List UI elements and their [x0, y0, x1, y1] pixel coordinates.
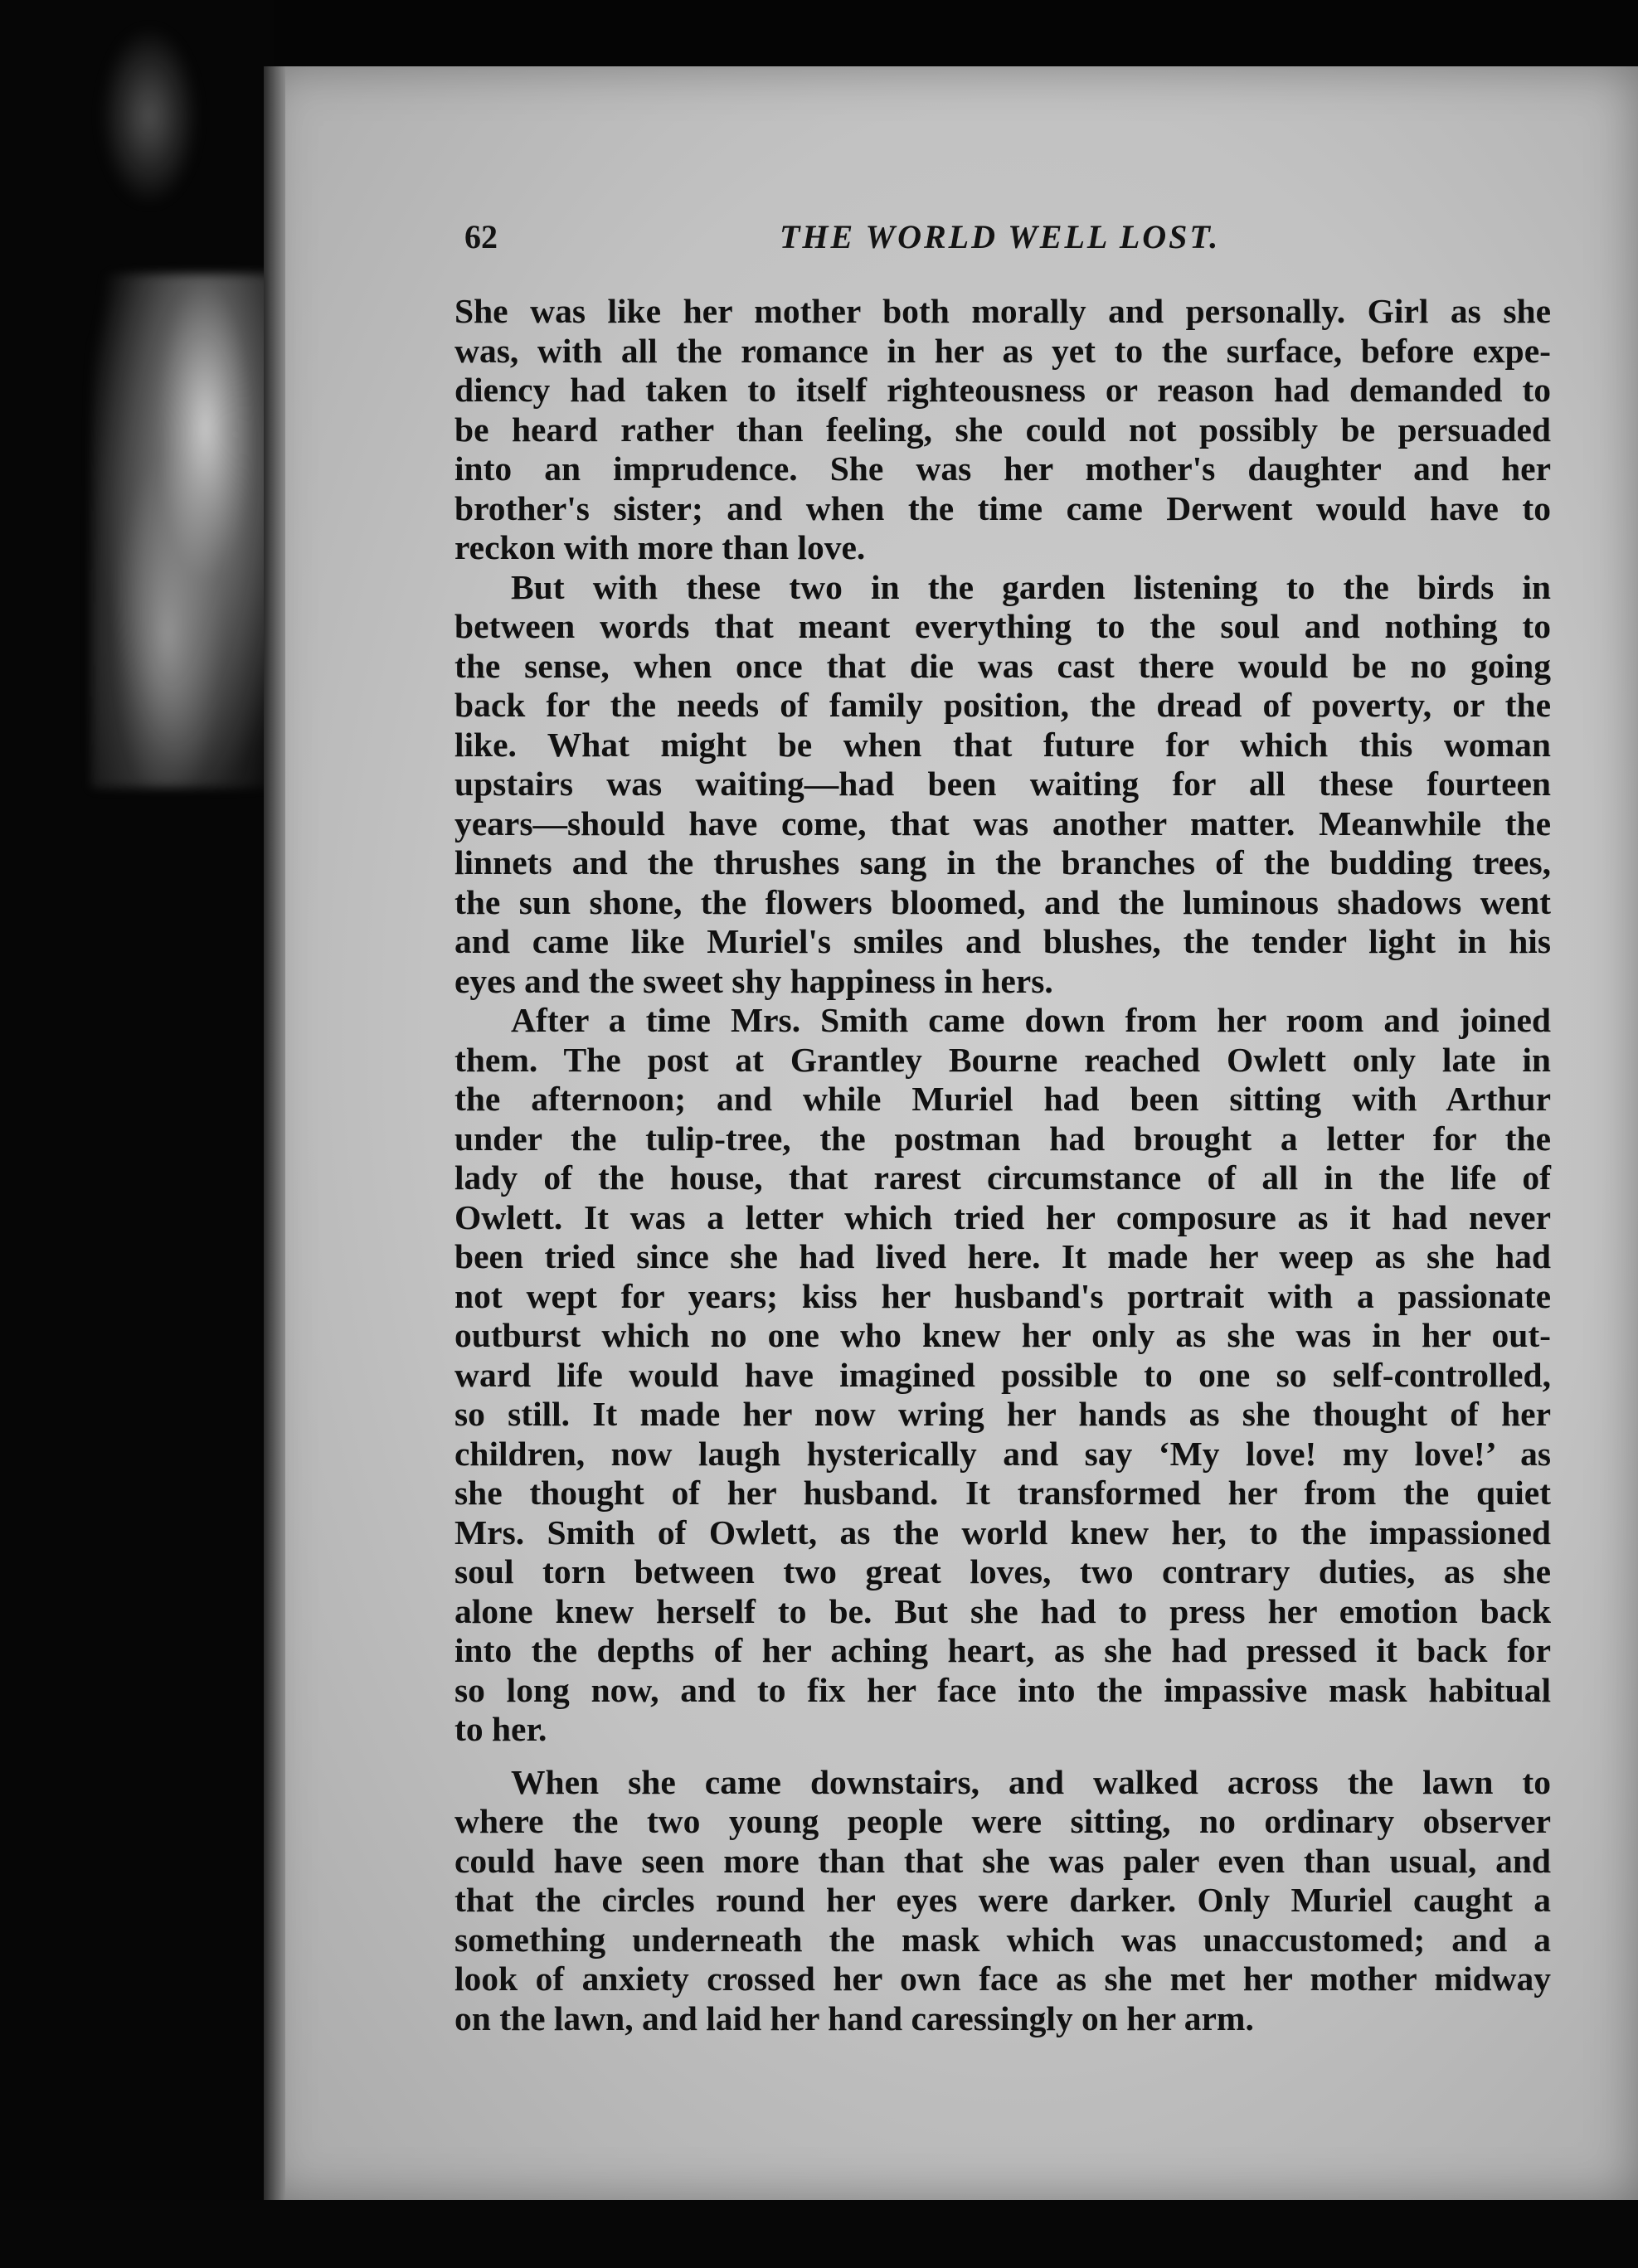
- text-line: and came like Muriel's smiles and blushes, the tender light in his: [454, 922, 1551, 960]
- text-line: been tried since she had lived here. It made her weep as she had: [454, 1237, 1551, 1275]
- text-line: lady of the house, that rarest circumstance of all in the life of: [454, 1158, 1551, 1197]
- text-line: into the depths of her aching heart, as she had pressed it back for: [454, 1631, 1551, 1669]
- text-line: between words that meant everything to the soul and nothing to: [454, 607, 1551, 645]
- text-line: could have seen more than that she was paler even than usual, and: [454, 1841, 1551, 1880]
- text-line: that the circles round her eyes were darker. Only Muriel caught a: [454, 1881, 1551, 1919]
- text-line: back for the needs of family position, the dread of poverty, or the: [454, 686, 1551, 724]
- page-number: 62: [464, 218, 498, 255]
- text-line: She was like her mother both morally and personally. Girl as she: [454, 292, 1551, 330]
- paragraph: [454, 1001, 1551, 1750]
- text-line: Mrs. Smith of Owlett, as the world knew her, to the impassioned: [454, 1513, 1551, 1552]
- text-line: them. The post at Grantley Bourne reached Owlett only late in: [454, 1040, 1551, 1079]
- text-line: outburst which no one who knew her only as she was in her out-: [454, 1316, 1551, 1354]
- text-line: After a time Mrs. Smith came down from her room and joined: [511, 1001, 1551, 1039]
- text-line: like. What might be when that future for which this woman: [454, 725, 1551, 764]
- running-title: THE WORLD WELL LOST.: [780, 218, 1221, 255]
- text-line: ward life would have imagined possible to one so self-controlled,: [454, 1355, 1551, 1394]
- text-line: linnets and the thrushes sang in the branches of the budding trees,: [454, 843, 1551, 881]
- text-line: years—should have come, that was another matter. Meanwhile the: [454, 804, 1551, 843]
- page-binding-shadow: [264, 66, 285, 2202]
- text-line: on the lawn, and laid her hand caressingly on her arm.: [454, 1998, 1254, 2037]
- text-line: was, with all the romance in her as yet to the surface, before expe-: [454, 331, 1551, 370]
- text-line: she thought of her husband. It transformed her from the quiet: [454, 1474, 1551, 1512]
- text-line: so still. It made her now wring her hands as she thought of her: [454, 1395, 1551, 1433]
- text-line: under the tulip-tree, the postman had brought a letter for the: [454, 1119, 1551, 1158]
- text-line: soul torn between two great loves, two contrary duties, as she: [454, 1552, 1551, 1591]
- text-line: Owlett. It was a letter which tried her composure as it had never: [454, 1197, 1551, 1236]
- scan-bottom-margin: [0, 2200, 1638, 2268]
- text-line: not wept for years; kiss her husband's portrait with a passionate: [454, 1276, 1551, 1315]
- scan-artifact-top: [100, 25, 199, 207]
- scan-left-margin: [0, 0, 274, 2268]
- text-line: into an imprudence. She was her mother's daughter and her: [454, 449, 1551, 488]
- text-line: upstairs was waiting—had been waiting for all these fourteen: [454, 765, 1551, 803]
- text-line: diency had taken to itself righteousness or reason had demanded to: [454, 371, 1551, 409]
- text-line: where the two young people were sitting, no ordinary observer: [454, 1802, 1551, 1840]
- page-header: [464, 217, 1563, 267]
- scan-artifact-smudge: [91, 274, 282, 788]
- text-line: so long now, and to fix her face into the impassive mask habitual: [454, 1670, 1551, 1709]
- text-line: look of anxiety crossed her own face as she met her mother midway: [454, 1960, 1551, 1998]
- paragraph: [454, 292, 1551, 568]
- paragraph-gap: [454, 1750, 1551, 1763]
- body-text: [454, 292, 1551, 2038]
- text-line: When she came downstairs, and walked across the lawn to: [511, 1762, 1551, 1801]
- text-line: be heard rather than feeling, she could not possibly be persuaded: [454, 410, 1551, 449]
- paragraph: [454, 568, 1551, 1002]
- paragraph: [454, 1763, 1551, 2039]
- text-line: something underneath the mask which was unaccustomed; and a: [454, 1920, 1551, 1959]
- text-line: But with these two in the garden listening to the birds in: [511, 567, 1551, 606]
- text-line: brother's sister; and when the time came Derwent would have to: [454, 488, 1551, 527]
- text-line: to her.: [454, 1710, 547, 1748]
- text-line: the sun shone, the flowers bloomed, and the luminous shadows went: [454, 882, 1551, 921]
- text-line: reckon with more than love.: [454, 528, 866, 566]
- text-line: children, now laugh hysterically and say ‘My love! my love!’ as: [454, 1434, 1551, 1473]
- text-line: the sense, when once that die was cast there would be no going: [454, 646, 1551, 685]
- text-line: alone knew herself to be. But she had to press her emotion back: [454, 1591, 1551, 1630]
- text-line: eyes and the sweet shy happiness in hers.: [454, 961, 1053, 1000]
- text-line: the afternoon; and while Muriel had been sitting with Arthur: [454, 1080, 1551, 1118]
